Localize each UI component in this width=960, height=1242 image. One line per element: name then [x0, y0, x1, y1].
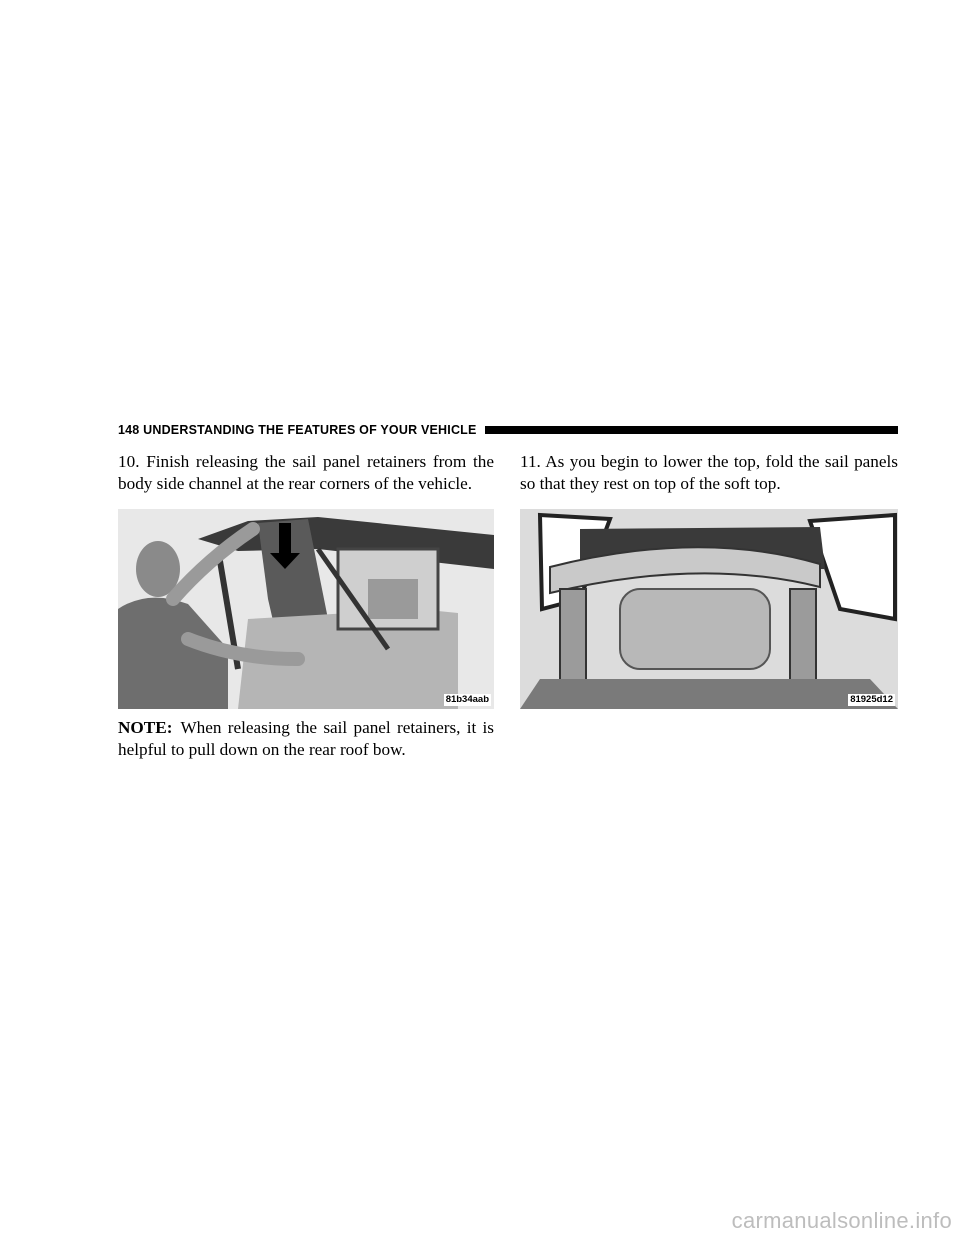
header-title: 148 UNDERSTANDING THE FEATURES OF YOUR VEHICLE: [118, 423, 477, 437]
step-10-text: 10. Finish releasing the sail panel retainers from the body side channel at the rear corners of the vehicle.: [118, 452, 494, 493]
figure-code: 81b34aab: [445, 694, 489, 705]
figure-code: 81925d12: [850, 694, 893, 705]
sail-panel-illustration: [118, 509, 494, 709]
watermark: carmanualsonline.info: [731, 1208, 952, 1233]
figure-folded-sail-panels: [520, 509, 898, 709]
figure-sail-panel-release: [118, 509, 494, 709]
note-text: When releasing the sail panel retainers, it is helpful to pull down on the rear roof bow.: [118, 718, 494, 759]
folded-top-illustration: [520, 509, 898, 709]
note-paragraph: [118, 717, 494, 761]
header-rule: [485, 426, 898, 434]
running-header: [118, 420, 898, 440]
note-label: NOTE:: [118, 718, 173, 737]
step-11-text: 11. As you begin to lower the top, fold the sail panels so that they rest on top of the soft top.: [520, 452, 898, 493]
